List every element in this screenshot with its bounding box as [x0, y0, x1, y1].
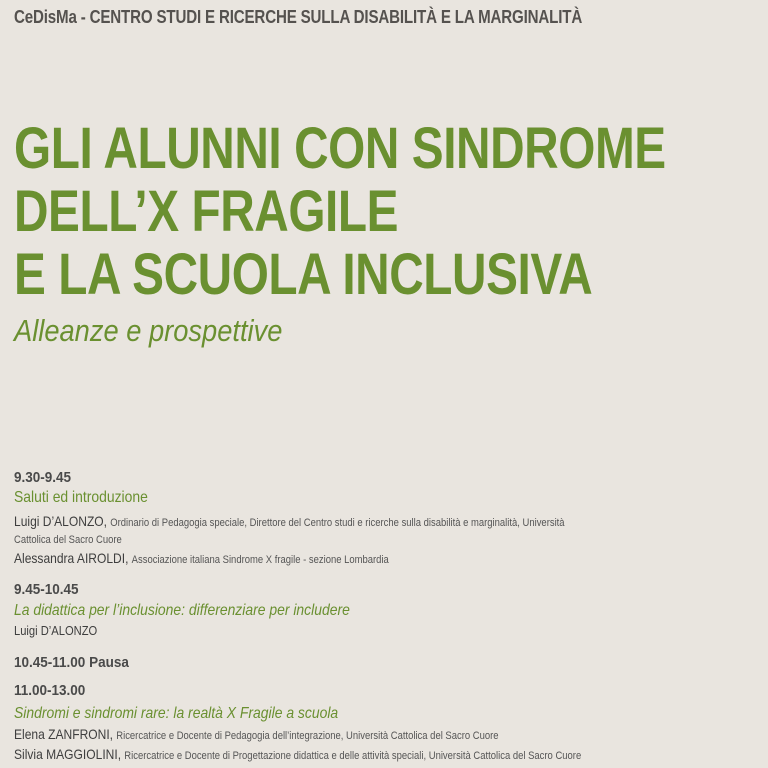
session-3-title: Sindromi e sindromi rare: la realtà X Fragile a scuola [14, 705, 339, 722]
speaker-role: Ordinario di Pedagogia speciale, Direttore del Centro studi e ricerche sulla disabilità e marginalità, Università [110, 517, 565, 529]
break-time: 10.45-11.00 Pausa [14, 654, 129, 671]
session-2-speaker-1 [14, 623, 97, 638]
title-line-2: DELL’X FRAGILE [14, 179, 399, 244]
speaker-name: Alessandra AIROLDI, [14, 550, 129, 566]
session-1-title: Saluti ed introduzione [14, 489, 148, 506]
session-2-title: La didattica per l’inclusione: differenziare per includere [14, 602, 350, 619]
session-1-speaker-1 [14, 513, 565, 529]
session-1-time: 9.30-9.45 [14, 469, 72, 486]
speaker-name: Luigi D’ALONZO [14, 623, 98, 638]
session-3-speaker-2 [14, 746, 581, 762]
session-1-speaker-1-cont [14, 531, 122, 546]
speaker-name: Elena ZANFRONI, [14, 726, 114, 742]
organization-header: CeDisMa - CENTRO STUDI E RICERCHE SULLA DISABILITÀ E LA MARGINALITÀ [14, 7, 583, 27]
speaker-role: Associazione italiana Sindrome X fragile - sezione Lombardia [131, 554, 389, 566]
subtitle: Alleanze e prospettive [14, 313, 283, 348]
speaker-role: Ricercatrice e Docente di Progettazione didattica e delle attività speciali, Università Cattolica del Sacro Cuore [124, 750, 582, 762]
session-3-time: 11.00-13.00 [14, 682, 86, 699]
speaker-name: Luigi D’ALONZO, [14, 513, 108, 529]
session-2-time: 9.45-10.45 [14, 581, 79, 598]
session-3-speaker-1 [14, 726, 499, 742]
speaker-role-continued: Cattolica del Sacro Cuore [14, 534, 122, 546]
title-line-3: E LA SCUOLA INCLUSIVA [14, 242, 593, 307]
title-line-1: GLI ALUNNI CON SINDROME [14, 116, 666, 181]
speaker-role: Ricercatrice e Docente di Pedagogia dell’integrazione, Università Cattolica del Sacro Cuore [116, 730, 499, 742]
speaker-name: Silvia MAGGIOLINI, [14, 746, 122, 762]
session-1-speaker-2 [14, 550, 389, 566]
